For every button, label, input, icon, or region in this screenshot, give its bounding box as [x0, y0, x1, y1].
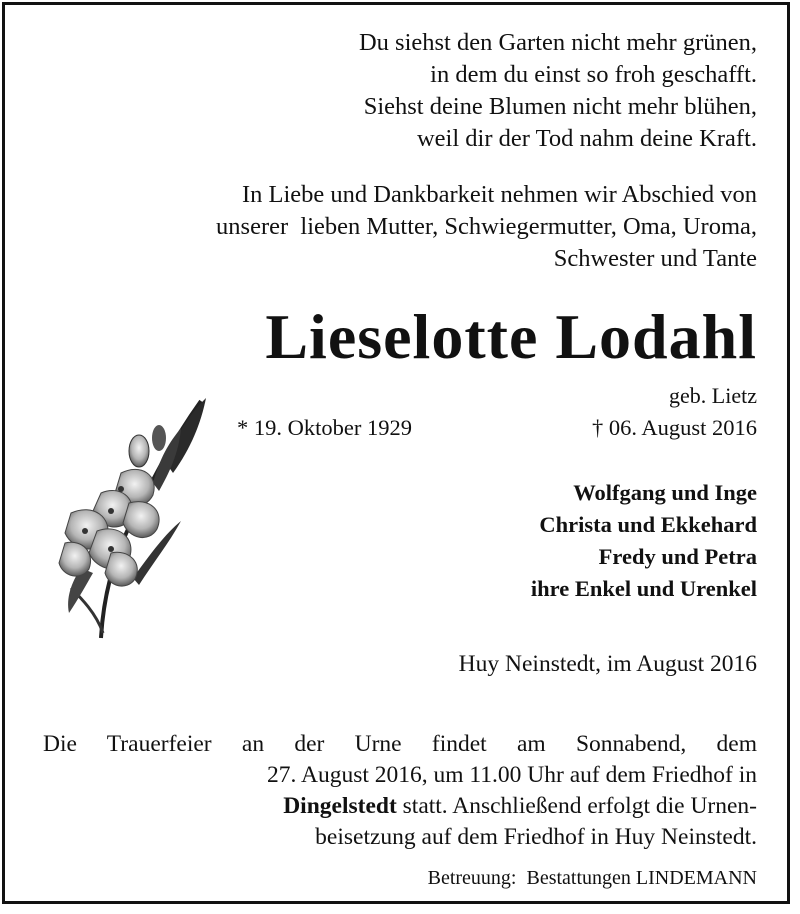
gladiolus-flower-icon	[41, 393, 221, 643]
mourner-1: Wolfgang und Inge	[573, 480, 757, 505]
notice-line-4: beisetzung auf dem Friedhof in Huy Neinstedt.	[315, 824, 757, 850]
poem-line-3: Siehst deine Blumen nicht mehr blühen,	[363, 93, 757, 120]
deceased-name: Lieselotte Lodahl	[265, 301, 757, 372]
mourner-4: ihre Enkel und Urenkel	[530, 576, 757, 601]
notice-line-2: 27. August 2016, um 11.00 Uhr auf dem Friedhof in	[267, 762, 757, 788]
notice-line-3	[283, 791, 757, 822]
poem-line-4: weil dir der Tod nahm deine Kraft.	[416, 125, 757, 152]
mourner-2: Christa und Ekkehard	[539, 512, 757, 537]
notice-line-1: Die Trauerfeier an der Urne findet am Sonnabend, dem	[43, 731, 757, 757]
intro-line-2: unserer lieben Mutter, Schwiegermutter, Oma, Uroma,	[216, 213, 757, 240]
funeral-location: Dingelstedt	[283, 793, 397, 819]
place-date: Huy Neinstedt, im August 2016	[458, 651, 757, 677]
intro-line-1: In Liebe und Dankbarkeit nehmen wir Abschied von	[241, 181, 757, 208]
intro-line-3: Schwester und Tante	[553, 245, 757, 272]
birth-date: * 19. Oktober 1929	[237, 415, 412, 440]
funeral-home-credit: Betreuung: Bestattungen LINDEMANN	[427, 867, 757, 889]
obituary-notice	[2, 2, 790, 904]
poem-line-1: Du siehst den Garten nicht mehr grünen,	[358, 29, 757, 56]
notice-line-3-rest: statt. Anschließend erfolgt die Urnen-	[396, 793, 757, 819]
mourner-3: Fredy und Petra	[598, 544, 757, 569]
death-date: † 06. August 2016	[591, 415, 757, 440]
poem-line-2: in dem du einst so froh geschafft.	[430, 61, 757, 88]
birth-name: geb. Lietz	[669, 383, 757, 408]
